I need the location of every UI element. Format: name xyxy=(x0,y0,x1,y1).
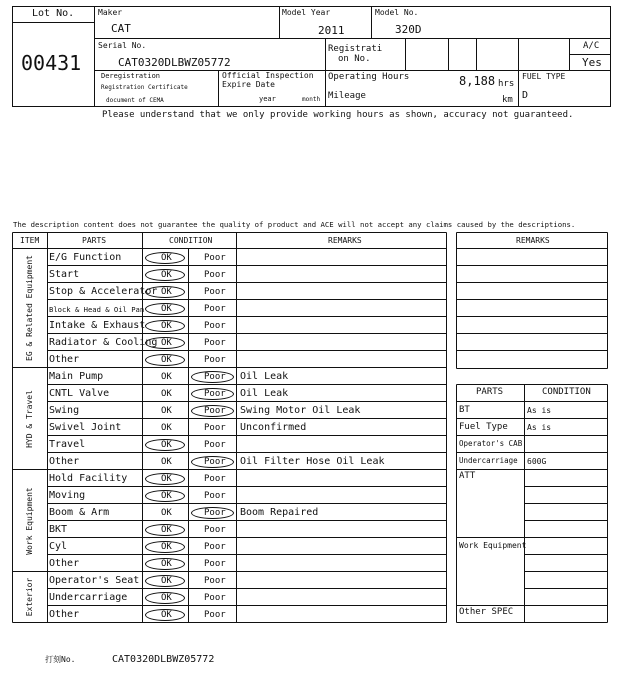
ok-selected-circle xyxy=(145,269,185,281)
att-label: ATT xyxy=(459,471,476,481)
ok-option: OK xyxy=(161,456,172,467)
ok-option: OK xyxy=(161,371,172,382)
hrs-label: hrs xyxy=(498,79,515,89)
registration-label-2: on No. xyxy=(338,54,371,64)
right-part-label: Fuel Type xyxy=(459,421,508,432)
ac-value: Yes xyxy=(582,56,602,69)
right-condition-header: CONDITION xyxy=(542,387,591,397)
ok-selected-circle xyxy=(145,524,185,536)
poor-option: Poor xyxy=(204,558,226,569)
remark-text: Oil Leak xyxy=(240,387,289,399)
part-label: Other xyxy=(49,455,80,467)
part-label: Radiator & Cooling xyxy=(49,336,158,348)
ok-option: OK xyxy=(161,558,172,569)
part-label: Travel xyxy=(49,438,86,450)
right-part-label: Operator's CAB xyxy=(459,438,523,448)
ok-selected-circle xyxy=(145,354,185,366)
ok-option: OK xyxy=(161,473,172,484)
ok-selected-circle xyxy=(145,558,185,570)
right-part-label: Undercarriage xyxy=(459,455,518,465)
poor-option: Poor xyxy=(204,422,226,433)
fuel-type-value: D xyxy=(522,90,529,101)
ok-selected-circle xyxy=(145,286,185,298)
part-label: Other xyxy=(49,557,80,569)
poor-option: Poor xyxy=(204,388,226,399)
work-equipment-label: Work Equipment xyxy=(459,541,527,550)
ac-label: A/C xyxy=(583,41,600,51)
remark-text: Unconfirmed xyxy=(240,421,307,433)
poor-option: Poor xyxy=(204,524,226,535)
ok-option: OK xyxy=(161,320,172,331)
item-group-label: EG & Related Equipment xyxy=(25,255,34,361)
part-label: Start xyxy=(49,268,80,280)
right-part-label: BT xyxy=(459,404,470,415)
poor-option: Poor xyxy=(204,490,226,501)
remarks-header: REMARKS xyxy=(328,236,362,245)
maker-label: Maker xyxy=(98,8,123,17)
part-label: Other xyxy=(49,608,80,620)
part-label: Swing xyxy=(49,404,80,416)
ok-selected-circle xyxy=(145,320,185,332)
ok-option: OK xyxy=(161,388,172,399)
part-label: Undercarriage xyxy=(49,591,128,603)
ok-option: OK xyxy=(161,269,172,280)
ok-option: OK xyxy=(161,592,172,603)
poor-option: Poor xyxy=(204,371,226,382)
poor-option: Poor xyxy=(204,456,226,467)
item-group-label: Work Equipment xyxy=(25,486,34,555)
part-label: Block & Head & Oil Pan xyxy=(49,304,145,314)
ok-selected-circle xyxy=(145,473,185,485)
cema-label: document of CEMA xyxy=(106,97,164,104)
ok-option: OK xyxy=(161,286,172,297)
ok-selected-circle xyxy=(145,490,185,502)
parts-header: PARTS xyxy=(82,236,107,245)
part-label: Moving xyxy=(49,489,86,501)
serial-no-label: Serial No. xyxy=(98,41,147,50)
item-group-label: HYD & Travel xyxy=(25,389,34,448)
ok-option: OK xyxy=(161,405,172,416)
model-year-label: Model Year xyxy=(282,8,331,17)
engraving-label: 打刻No. xyxy=(45,655,76,664)
part-label: Stop & Accelerator xyxy=(49,285,158,297)
official-inspection-label: Official Inspection xyxy=(222,71,314,80)
other-spec-label: Other SPEC xyxy=(459,607,514,617)
model-year-value: 2011 xyxy=(318,24,345,37)
ok-selected-circle xyxy=(145,252,185,264)
ok-selected-circle xyxy=(145,439,185,451)
remark-text: Boom Repaired xyxy=(240,506,319,518)
poor-selected-circle xyxy=(191,405,234,417)
part-label: CNTL Valve xyxy=(49,387,110,399)
ok-option: OK xyxy=(161,252,172,263)
ok-selected-circle xyxy=(145,575,185,587)
ok-selected-circle xyxy=(145,609,185,621)
model-no-value: 320D xyxy=(395,23,422,36)
poor-option: Poor xyxy=(204,541,226,552)
part-label: Boom & Arm xyxy=(49,506,110,518)
poor-option: Poor xyxy=(204,269,226,280)
ok-option: OK xyxy=(161,337,172,348)
part-label: BKT xyxy=(49,523,68,535)
ok-option: OK xyxy=(161,354,172,365)
km-label: km xyxy=(502,95,513,105)
disclaimer: The description content does not guarantee the quality of product and ACE will not accept any claims caused by the descriptions. xyxy=(13,220,576,229)
ok-selected-circle xyxy=(145,541,185,553)
poor-option: Poor xyxy=(204,609,226,620)
part-label: Hold Facility xyxy=(49,472,128,484)
serial-no-value: CAT0320DLBWZ05772 xyxy=(118,56,231,69)
part-label: E/G Function xyxy=(49,251,122,263)
year-label: year xyxy=(259,95,276,103)
maker-value: CAT xyxy=(111,22,131,35)
right-condition-value: 600G xyxy=(527,456,547,466)
working-hours-note: Please understand that we only provide working hours as shown, accuracy not guaranteed. xyxy=(102,110,574,120)
poor-option: Poor xyxy=(204,575,226,586)
poor-option: Poor xyxy=(204,337,226,348)
right-condition-value: As is xyxy=(527,405,552,415)
poor-option: Poor xyxy=(204,252,226,263)
expire-date-label: Expire Date xyxy=(222,80,275,89)
part-label: Main Pump xyxy=(49,370,104,382)
item-header: ITEM xyxy=(20,236,40,245)
ok-option: OK xyxy=(161,575,172,586)
poor-selected-circle xyxy=(191,456,234,468)
engraving-no: CAT0320DLBWZ05772 xyxy=(112,654,215,665)
part-label: Cyl xyxy=(49,540,68,552)
lot-no-label: Lot No. xyxy=(32,8,75,19)
poor-option: Poor xyxy=(204,303,226,314)
ok-option: OK xyxy=(161,609,172,620)
lot-no-value: 00431 xyxy=(21,51,82,75)
part-label: Swivel Joint xyxy=(49,421,122,433)
poor-option: Poor xyxy=(204,320,226,331)
ok-option: OK xyxy=(161,439,172,450)
model-no-label: Model No. xyxy=(375,8,419,17)
poor-selected-circle xyxy=(191,507,234,519)
remark-text: Oil Filter Hose Oil Leak xyxy=(240,455,385,467)
poor-option: Poor xyxy=(204,405,226,416)
operating-hours-value: 8,188 xyxy=(459,74,496,88)
registration-certificate-label: Registration Certificate xyxy=(101,84,188,91)
fuel-type-label: FUEL TYPE xyxy=(522,72,566,81)
ok-selected-circle xyxy=(145,337,185,349)
month-label: month xyxy=(302,96,321,103)
poor-option: Poor xyxy=(204,473,226,484)
remarks-right-header: REMARKS xyxy=(516,236,550,245)
ok-option: OK xyxy=(161,541,172,552)
mileage-label: Mileage xyxy=(328,91,366,101)
poor-option: Poor xyxy=(204,354,226,365)
poor-option: Poor xyxy=(204,439,226,450)
ok-option: OK xyxy=(161,490,172,501)
ok-option: OK xyxy=(161,524,172,535)
ok-option: OK xyxy=(161,303,172,314)
deregistration-label: Deregistration xyxy=(101,72,161,80)
poor-selected-circle xyxy=(191,371,234,383)
part-label: Operator's Seat xyxy=(49,574,140,586)
operating-hours-label: Operating Hours xyxy=(328,72,410,82)
ok-selected-circle xyxy=(145,592,185,604)
ok-selected-circle xyxy=(145,303,185,315)
right-condition-value: As is xyxy=(527,422,552,432)
poor-option: Poor xyxy=(204,592,226,603)
remark-text: Swing Motor Oil Leak xyxy=(240,404,361,416)
right-parts-header: PARTS xyxy=(476,387,504,397)
poor-option: Poor xyxy=(204,286,226,297)
registration-label: Registrati xyxy=(328,44,383,54)
item-group-label: Exterior xyxy=(25,577,34,617)
poor-selected-circle xyxy=(191,388,234,400)
part-label: Intake & Exhaust xyxy=(49,319,146,331)
part-label: Other xyxy=(49,353,80,365)
ok-option: OK xyxy=(161,422,172,433)
poor-option: Poor xyxy=(204,507,226,518)
condition-header: CONDITION xyxy=(169,236,213,245)
remark-text: Oil Leak xyxy=(240,370,289,382)
ok-option: OK xyxy=(161,507,172,518)
